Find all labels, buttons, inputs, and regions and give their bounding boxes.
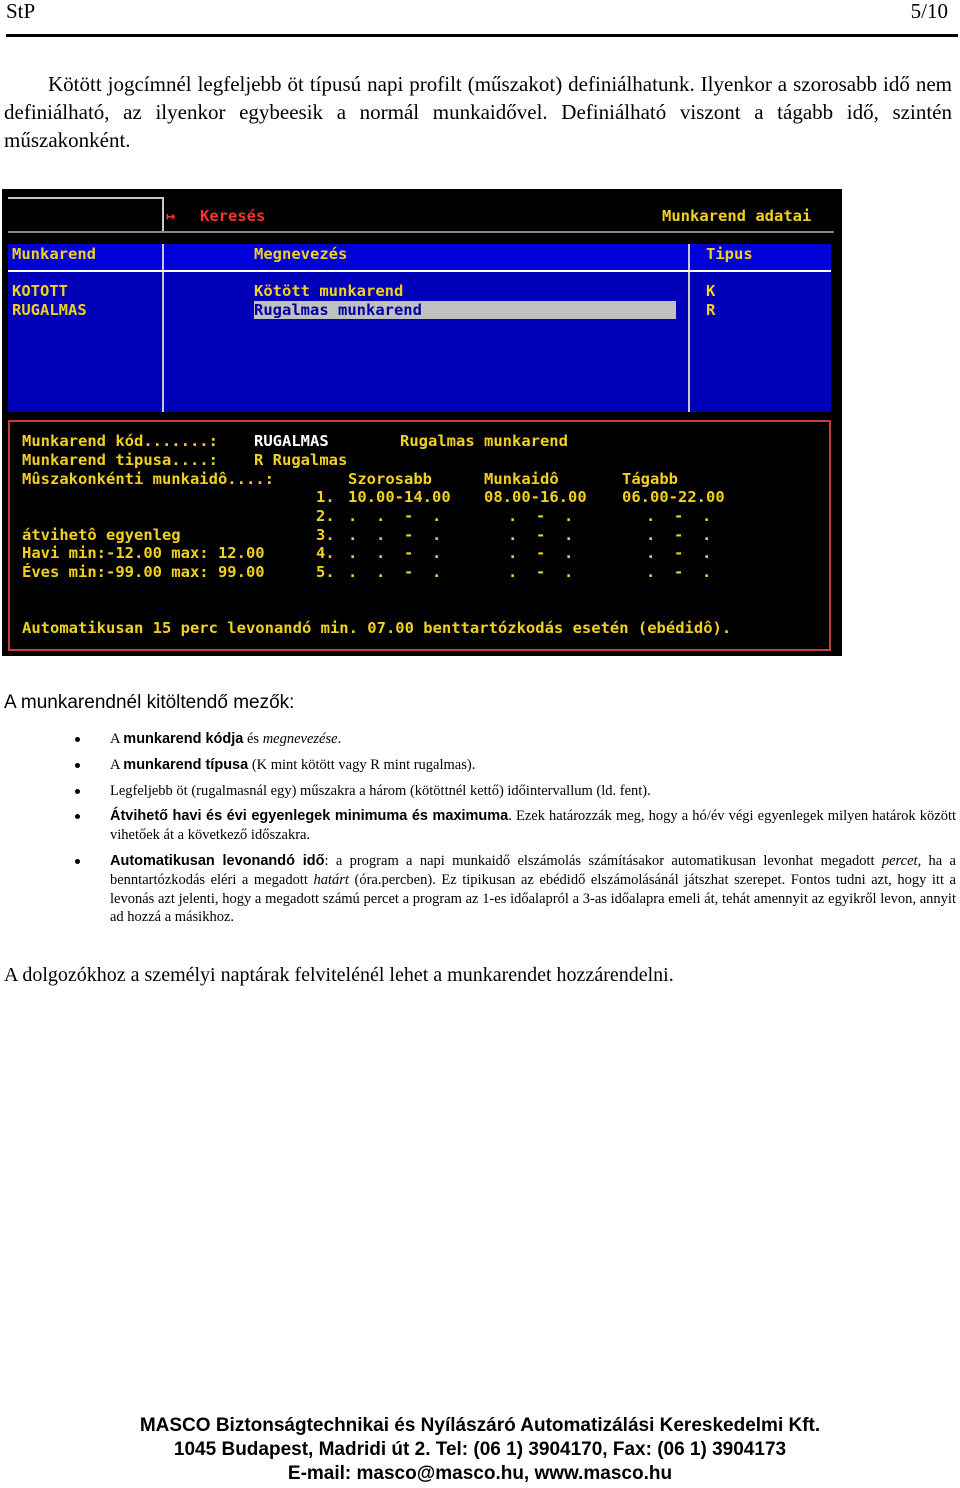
row-type[interactable]: K xyxy=(706,282,716,300)
row-code[interactable]: RUGALMAS xyxy=(12,301,87,319)
text: A xyxy=(110,731,124,747)
shift-no: 2. xyxy=(316,507,335,525)
shift-tagabb[interactable]: . - . xyxy=(646,507,712,525)
shift-tagabb[interactable]: . - . xyxy=(646,544,712,562)
italic-term: megnevezése xyxy=(262,731,338,747)
shift-munkaido[interactable]: . - . xyxy=(508,544,574,562)
search-label[interactable]: Keresés xyxy=(200,207,266,225)
text: , ha a benntartózkodás eléri a megadott xyxy=(110,852,956,888)
italic-term: határt xyxy=(313,871,349,888)
bold-term: munkarend típusa xyxy=(123,756,249,773)
page-footer xyxy=(0,1414,960,1486)
shift-tagabb[interactable]: 06.00-22.00 xyxy=(622,488,725,506)
row-name[interactable]: Kötött munkarend xyxy=(254,282,404,300)
row-code[interactable]: KOTOTT xyxy=(12,282,68,300)
intro-text: Kötött jogcímnél legfeljebb öt típusú napi profilt (műszakot) definiálhatunk. Ilyenkor a szorosabb idő nem definiálható, az ilyenkor egybeesik a normál munkaidővel. Definiálható viszont a tágabb idő, szintén műszakonként. xyxy=(4,72,952,152)
shift-no: 3. xyxy=(316,526,335,544)
field-list xyxy=(72,730,956,934)
footer-contact: E-mail: masco@masco.hu, www.masco.hu xyxy=(287,1463,673,1484)
shift-header-tagabb: Tágabb xyxy=(622,470,678,488)
italic-term: percet xyxy=(881,852,918,869)
panel-title: Munkarend adatai xyxy=(662,207,812,225)
shift-tagabb[interactable]: . - . xyxy=(646,563,712,581)
code-label: Munkarend kód.......: xyxy=(22,432,228,450)
shift-label: Mûszakonkénti munkaidô....: xyxy=(22,470,274,488)
shift-header-szorosabb: Szorosabb xyxy=(348,470,432,488)
header-rule xyxy=(6,34,958,37)
shift-szorosabb[interactable]: . . - . xyxy=(348,526,442,544)
page-header xyxy=(0,0,960,40)
type-value[interactable]: R Rugalmas xyxy=(254,451,348,469)
header-left: StP xyxy=(6,0,36,23)
shift-munkaido[interactable]: . - . xyxy=(508,563,574,581)
row-type[interactable]: R xyxy=(706,301,716,319)
closing-sentence: A dolgozókhoz a személyi naptárak felvitelénél lehet a munkarendet hozzárendelni. xyxy=(4,964,674,986)
code-value[interactable]: RUGALMAS xyxy=(254,432,329,450)
bold-term: Átvihető havi és évi egyenlegek minimuma és maximuma xyxy=(110,808,509,825)
bold-term: munkarend kódja xyxy=(123,731,244,747)
footer-company: MASCO Biztonságtechnikai és Nyílászáró Automatizálási Kereskedelmi Kft. xyxy=(139,1415,821,1436)
auto-deduction-line[interactable]: Automatikusan 15 perc levonandó min. 07.00 benttartózkodás esetén (ebédidô). xyxy=(22,619,732,637)
monthly-limits[interactable]: Havi min:-12.00 max: 12.00 xyxy=(22,544,265,562)
footer-address: 1045 Budapest, Madridi út 2. Tel: (06 1) 3904170, Fax: (06 1) 3904173 xyxy=(173,1439,787,1460)
text: Legfeljebb öt (rugalmasnál egy) műszakra a három (kötöttnél kettő) időintervallum (ld. fent). xyxy=(110,782,651,799)
bold-term: Automatikusan levonandó idő xyxy=(110,852,325,869)
text: (K mint kötött vagy R mint rugalmas). xyxy=(248,756,476,773)
shift-munkaido[interactable]: 08.00-16.00 xyxy=(484,488,587,506)
column-header-munkarend: Munkarend xyxy=(12,245,96,263)
frame-line xyxy=(8,231,834,233)
yearly-limits[interactable]: Éves min:-99.00 max: 99.00 xyxy=(22,563,265,581)
shift-szorosabb[interactable]: . . - . xyxy=(348,507,442,525)
shift-szorosabb[interactable]: . . - . xyxy=(348,544,442,562)
shift-szorosabb[interactable]: . . - . xyxy=(348,563,442,581)
shift-header-munkaido: Munkaidô xyxy=(484,470,559,488)
shift-munkaido[interactable]: . - . xyxy=(508,507,574,525)
list-item xyxy=(72,807,956,845)
code-name[interactable]: Rugalmas munkarend xyxy=(400,432,568,450)
frame-line xyxy=(162,197,164,231)
column-header-megnevezes: Megnevezés xyxy=(254,245,348,263)
fields-caption: A munkarendnél kitöltendő mezők: xyxy=(4,692,295,713)
arrow-icon: ↦ xyxy=(166,207,176,225)
text: A xyxy=(110,756,124,773)
text: és xyxy=(243,731,263,747)
dos-screenshot xyxy=(2,189,842,656)
page-number: 5/10 xyxy=(910,0,948,23)
header-underline xyxy=(8,270,831,272)
text: . Ezek határozzák meg, hogy a hó/év végi egyenlegek milyen határok között vihetőek át a következő időszakra. xyxy=(110,808,957,844)
shift-no: 4. xyxy=(316,544,335,562)
balance-label: átvihetô egyenleg xyxy=(22,526,181,544)
list-item xyxy=(72,756,956,775)
shift-tagabb[interactable]: . - . xyxy=(646,526,712,544)
text: : a program a napi munkaidő elszámolás számításakor automatikusan levonhat megadott xyxy=(324,852,882,869)
shift-szorosabb[interactable]: 10.00-14.00 xyxy=(348,488,451,506)
shift-munkaido[interactable]: . - . xyxy=(508,526,574,544)
text: . xyxy=(337,731,342,747)
list-item xyxy=(72,782,956,801)
column-header-tipus: Tipus xyxy=(706,245,753,263)
list-item xyxy=(72,852,956,927)
shift-no: 1. xyxy=(316,488,335,506)
shift-no: 5. xyxy=(316,563,335,581)
frame-line xyxy=(8,197,164,199)
intro-paragraph xyxy=(4,70,952,154)
text: (óra.percben). Ez tipikusan az ebédidő elszámolásánál játszhat szerepet. Fontos tudni azt, hogy itt a levonás azt jelenti, hogy a megadott számú percet a program az 1-es időalapról a 3-as időalapra emeli át, tehát amennyit az egyikről levon, annyit ad hozzá a másikhoz. xyxy=(110,871,956,926)
row-name-selected[interactable]: Rugalmas munkarend xyxy=(254,301,422,319)
list-item xyxy=(72,730,956,749)
type-label: Munkarend tipusa....: xyxy=(22,451,228,469)
